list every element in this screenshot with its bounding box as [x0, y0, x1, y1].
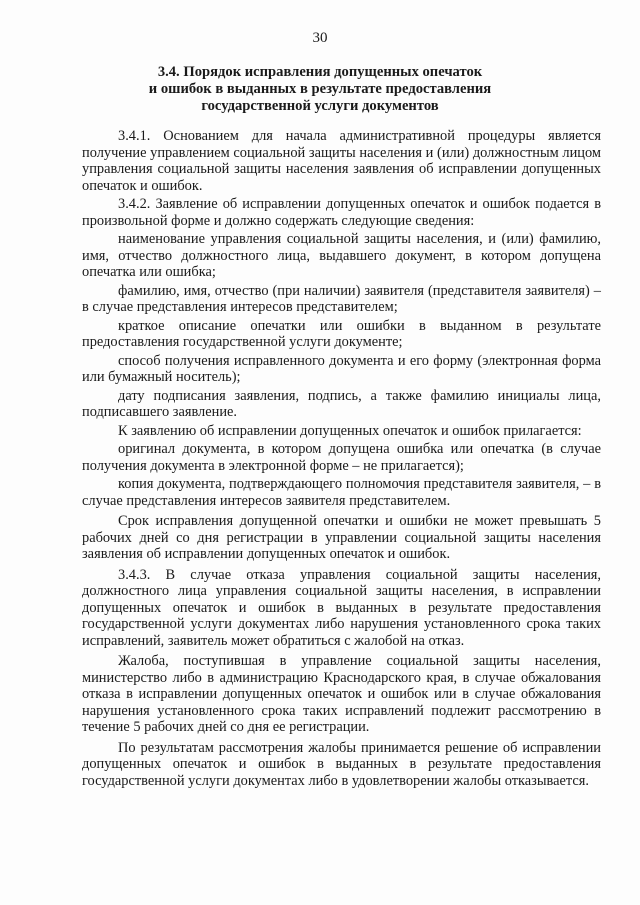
paragraph-complaint: Жалоба, поступившая в управление социальной защиты населения, министерство либо в администрацию Краснодарского края, в случае обжалования отказа в исправлении допущенных опечаток и ошибок или в случае обжалования нарушения установленного срока таких исправлений подлежит рассмотрению в течение 5 рабочих дней со дня ее регистрации.	[82, 653, 601, 735]
paragraph-correction-period: Срок исправления допущенной опечатки и ошибки не может превышать 5 рабочих дней со дня регистрации в управлении социальной защиты населения заявления об исправлении допущенных опечаток и ошибок.	[82, 513, 601, 562]
paragraph-complaint-result: По результатам рассмотрения жалобы принимается решение об исправлении допущенных опечаток и ошибок в выданных в результате предоставления государственной услуги документах либо в удовлетворении жалобы отказывается.	[82, 739, 601, 789]
paragraph-3-4-1: 3.4.1. Основанием для начала административной процедуры является получение управлением социальной защиты населения и (или) должностным лицом управления социальной защиты населения заявления об исправлении допущенных опечаток и ошибок.	[82, 128, 601, 194]
list-item-receipt-method: способ получения исправленного документа и его форму (электронная форма или бумажный носитель);	[82, 352, 601, 385]
list-item-original-document: оригинал документа, в котором допущена ошибка или опечатка (в случае получения документа в электронной форме – не прилагается);	[82, 441, 601, 474]
heading-line-3: государственной услуги документов	[201, 98, 439, 114]
paragraph-3-4-3: 3.4.3. В случае отказа управления социальной защиты населения, должностного лица управления социальной защиты населения, в исправлении допущенных опечаток и ошибок в выданных в результате предоставления государственной услуги документах либо нарушения установленного срока таких исправлений, заявитель может обратиться с жалобой на отказ.	[82, 566, 601, 649]
list-item-error-description: краткое описание опечатки или ошибки в выданном в результате предоставления государственной услуги документе;	[82, 317, 601, 350]
paragraph-3-4-2: 3.4.2. Заявление об исправлении допущенных опечаток и ошибок подается в произвольной форме и должно содержать следующие сведения:	[82, 196, 601, 229]
heading-line-2: и ошибок в выданных в результате предоставления	[148, 81, 492, 97]
heading-line-1: 3.4. Порядок исправления допущенных опечаток	[157, 64, 483, 80]
section-body	[82, 128, 601, 789]
page-number: 30	[312, 30, 328, 46]
list-item-authority-name: наименование управления социальной защиты населения, и (или) фамилию, имя, отчество должностного лица, выдавшего документ, в котором допущена опечатка или ошибка;	[82, 231, 601, 280]
list-item-applicant-name: фамилию, имя, отчество (при наличии) заявителя (представителя заявителя) – в случае представления интересов представителем;	[82, 282, 601, 315]
list-item-signature-date: дату подписания заявления, подпись, а также фамилию инициалы лица, подписавшего заявление.	[82, 387, 601, 420]
paragraph-attachments: К заявлению об исправлении допущенных опечаток и ошибок прилагается:	[118, 422, 582, 439]
list-item-authority-copy: копия документа, подтверждающего полномочия представителя заявителя, – в случае представления интересов заявителя представителем.	[82, 476, 601, 509]
section-heading	[120, 64, 520, 115]
